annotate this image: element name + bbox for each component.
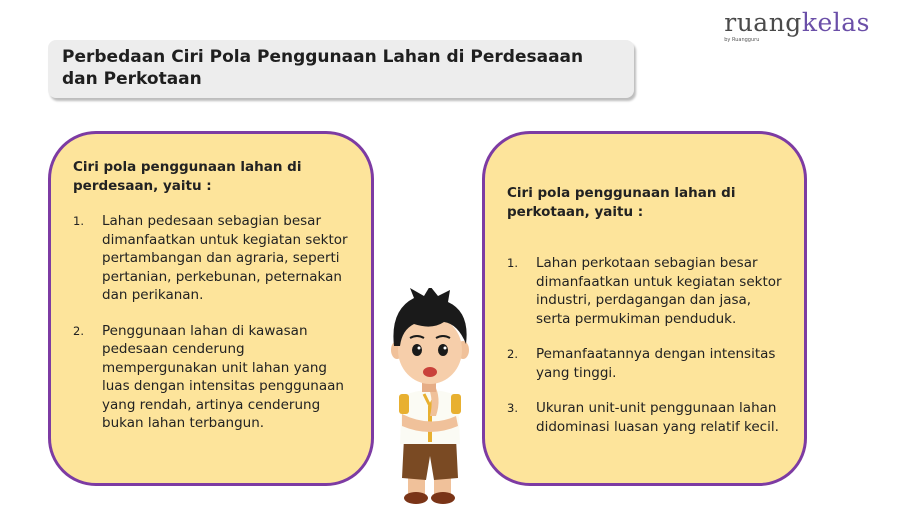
list-item bbox=[507, 399, 784, 436]
urban-list bbox=[507, 254, 784, 436]
logo-ruang: ruang bbox=[724, 8, 802, 37]
logo-kelas: kelas bbox=[801, 8, 870, 37]
urban-characteristics-card bbox=[482, 131, 807, 486]
title-banner bbox=[48, 40, 634, 98]
thinking-boy-illustration bbox=[384, 288, 476, 506]
page-title: Perbedaan Ciri Pola Penggunaan Lahan di Perdesaaan dan Perkotaan bbox=[62, 47, 584, 89]
item-text: Lahan perkotaan sebagian besar dimanfaatkan untuk kegiatan sektor industri, perdagangan dan jasa, serta permukiman penduduk. bbox=[536, 255, 782, 327]
logo-wordmark bbox=[724, 8, 870, 38]
list-item bbox=[507, 345, 784, 382]
item-number: 1. bbox=[73, 214, 84, 228]
rural-characteristics-card bbox=[48, 131, 374, 486]
urban-card-heading: Ciri pola penggunaan lahan di perkotaan, yaitu : bbox=[507, 185, 736, 220]
item-text: Ukuran unit-unit penggunaan lahan didominasi luasan yang relatif kecil. bbox=[536, 400, 779, 435]
item-number: 3. bbox=[507, 401, 518, 415]
rural-card-heading: Ciri pola penggunaan lahan di perdesaan, yaitu : bbox=[73, 159, 302, 194]
rural-list bbox=[73, 212, 351, 433]
list-item bbox=[507, 254, 784, 328]
item-number: 1. bbox=[507, 256, 518, 270]
logo-byline: by Ruangguru bbox=[724, 37, 760, 43]
list-item bbox=[73, 322, 351, 433]
item-number: 2. bbox=[73, 323, 84, 338]
item-text: Penggunaan lahan di kawasan pedesaan cenderung mempergunakan unit lahan yang luas dengan intensitas penggunaan yang rendah, artinya cenderung bukan lahan terbangun. bbox=[102, 322, 344, 431]
ruangkelas-logo bbox=[724, 8, 870, 43]
item-text: Lahan pedesaan sebagian besar dimanfaatkan untuk kegiatan sektor pertambangan dan agraria, seperti pertanian, perkebunan, peternakan dan perikanan. bbox=[102, 213, 348, 303]
item-text: Pemanfaatannya dengan intensitas yang tinggi. bbox=[536, 346, 776, 381]
item-number: 2. bbox=[507, 347, 518, 361]
list-item bbox=[73, 212, 351, 305]
